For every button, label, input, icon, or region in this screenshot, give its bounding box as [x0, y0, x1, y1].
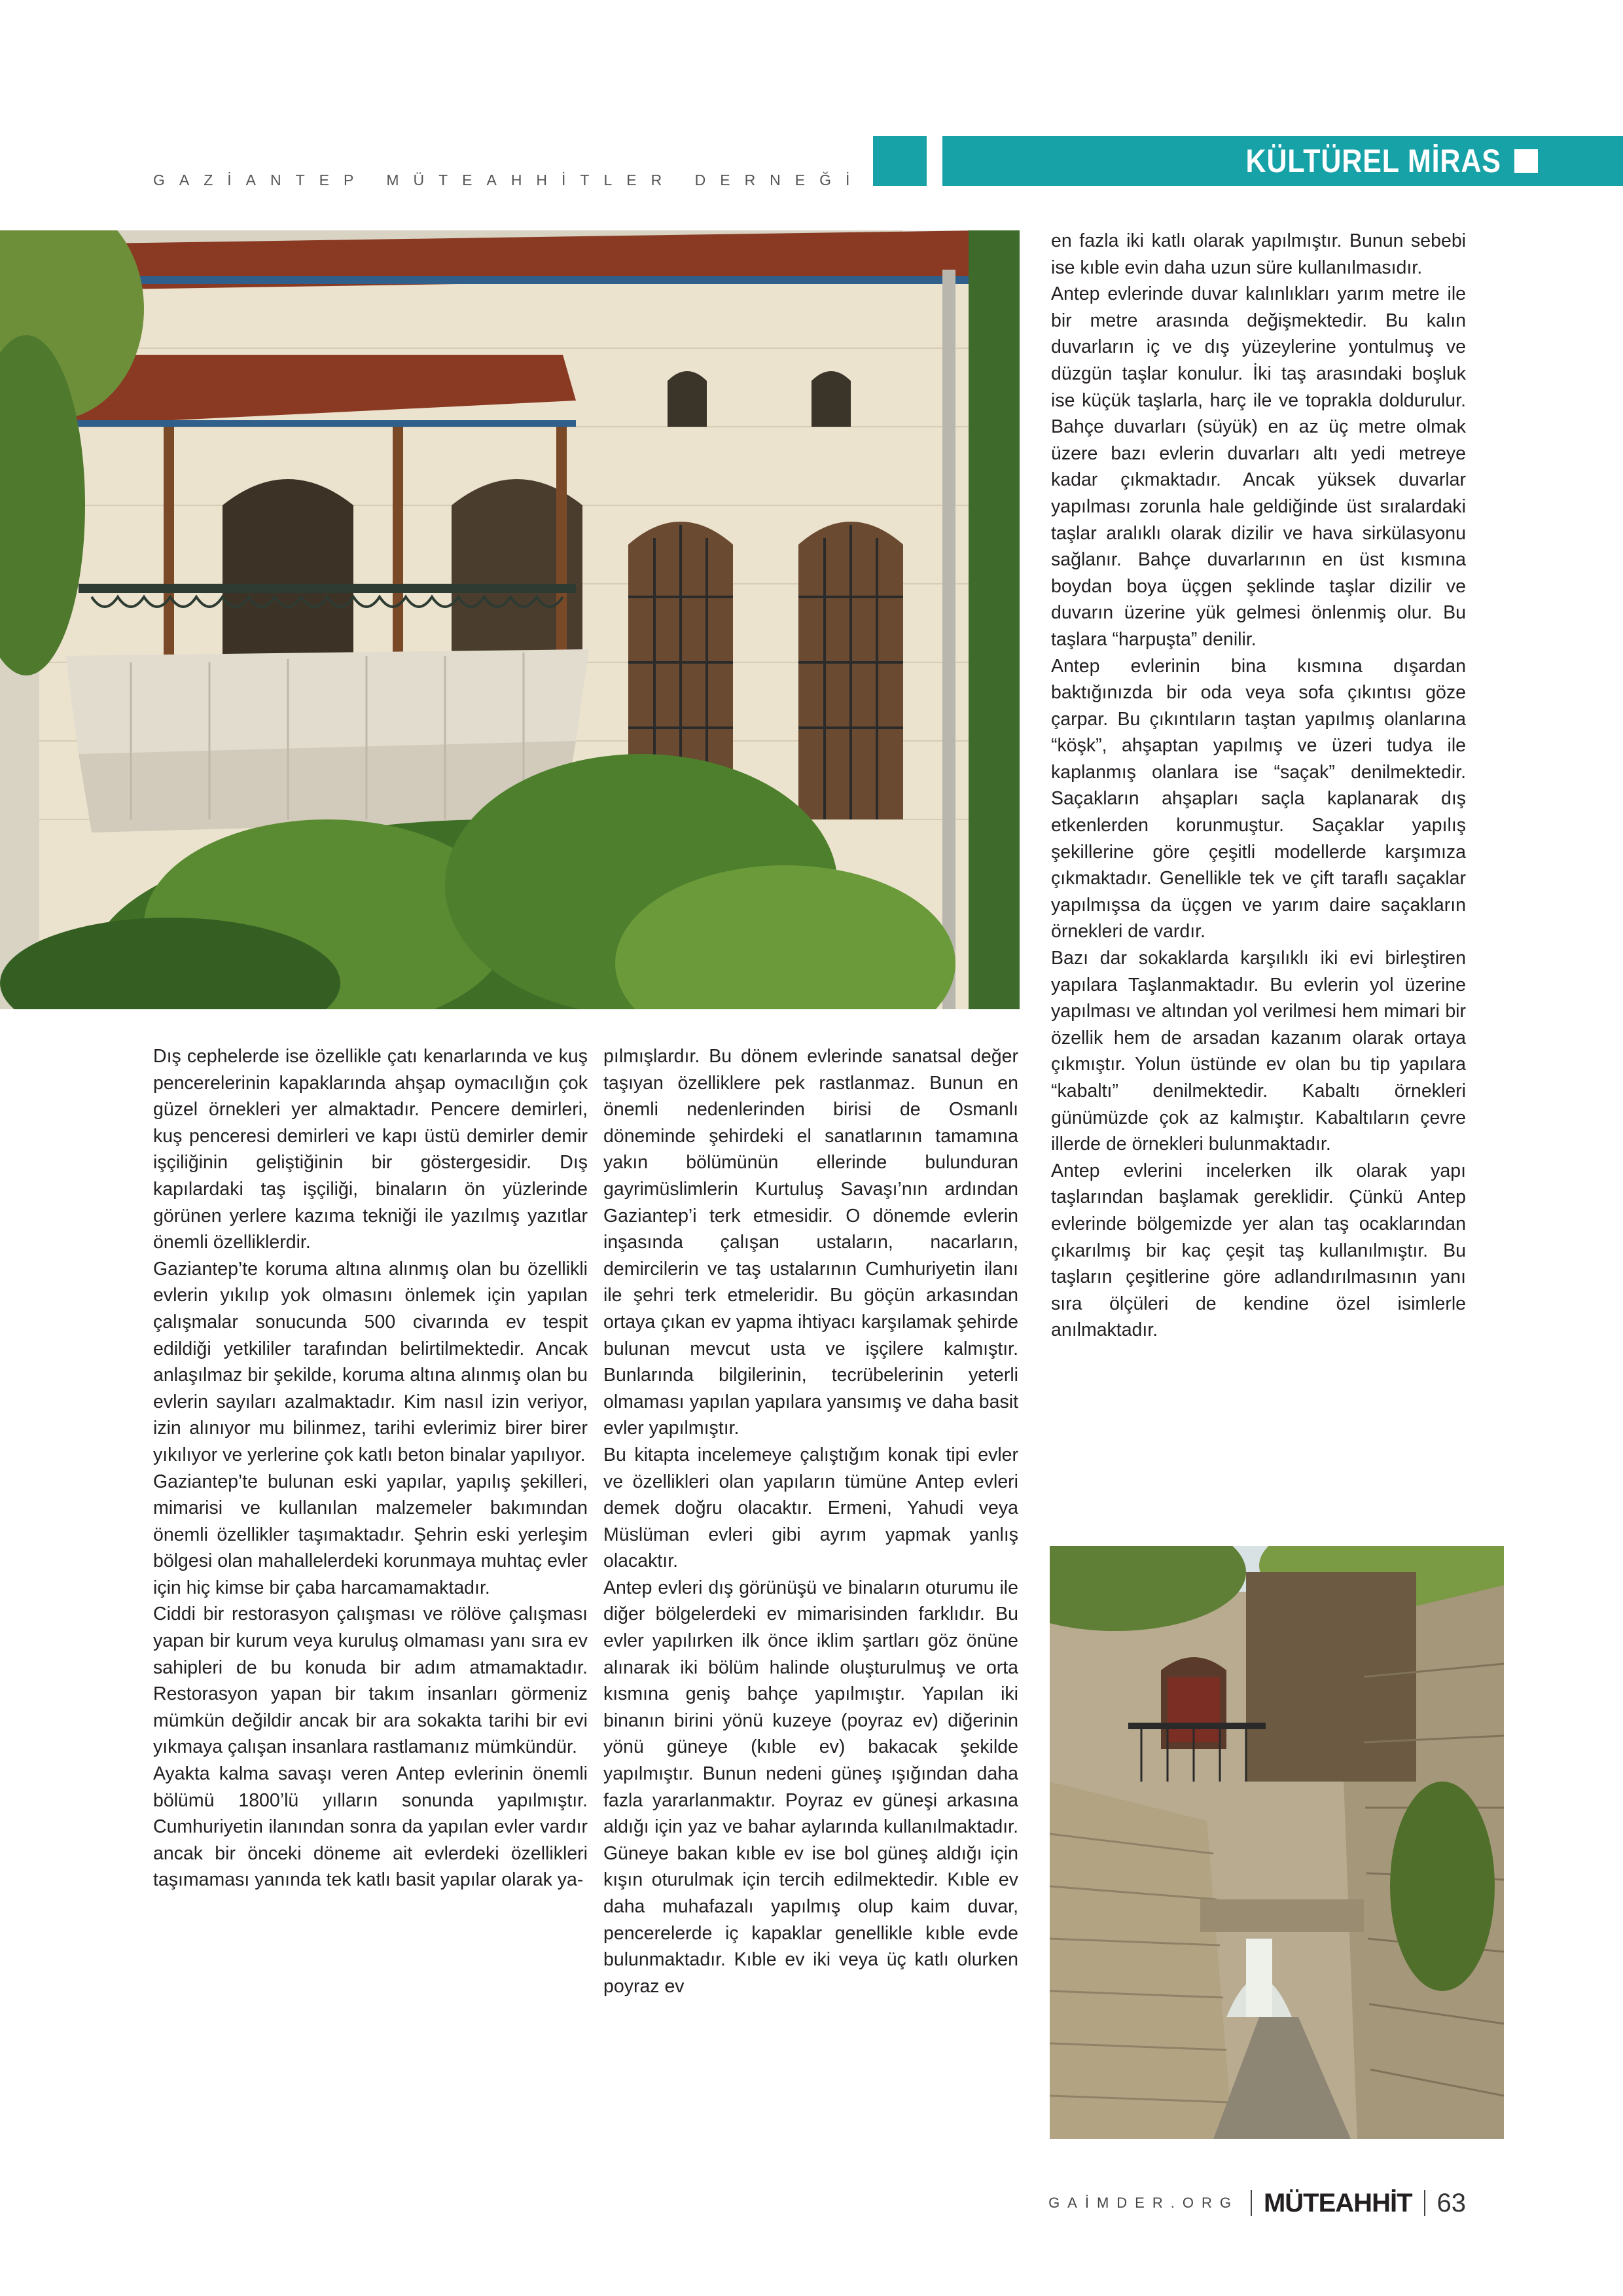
- paragraph: en fazla iki katlı olarak yapılmıştır. Bunun sebebi ise kıble evin daha uzun süre kullanılmasıdır.: [1051, 230, 1466, 278]
- footer-divider: [1251, 2190, 1252, 2216]
- paragraph: Dış cephelerde ise özellikle çatı kenarlarında ve kuş pencerelerinin kapaklarında ahşap oymacılığın çok güzel örnekleri yer almaktadır. Pencere demirleri, kuş penceresi demirleri ve kapı üstü demirler demir işçiliğinin geliştiğinin bir göstergesidir. Dış kapılardaki taş işçiliği, binaların ön yüzlerinde görünen yerlere kazıma tekniği ile yazılmış yazıtlar önemli özelliklerdir.: [153, 1046, 588, 1253]
- paragraph: Antep evleri dış görünüşü ve binaların oturumu ile diğer bölgelerdeki ev mimarisinden farklıdır. Bu evler yapılırken ilk önce iklim şartları göz önüne alınarak iki bölüm halinde oluşturulmuş ve orta kısmına geniş bahçe yapılmıştır. Yapılan iki binanın birini yönü kuzeye (poyraz ev) diğerinin yönü güneye (kıble ev) bakacak şekilde yapılmıştır. Bunun nedeni güneş ışığından daha fazla yararlanmaktır. Poyraz ev güneşi arkasına aldığı için yaz ve bahar aylarında kullanılmaktadır. Güneye bakan kıble ev ise bol güneş aldığı için kışın oturulmak için tercih edilmektedir. Kıble ev daha muhafazalı yapılmış olup kaim duvar, pencerelerde iç kapaklar genellikle kıble evde bulunmaktadır. Kıble ev iki veya üç katlı olurken poyraz ev: [603, 1577, 1018, 1997]
- section-title: KÜLTÜREL MİRAS: [1245, 143, 1501, 179]
- article-column-1: [153, 1043, 588, 1893]
- footer-brand: MÜTEAHHİT: [1263, 2188, 1412, 2217]
- page-footer: [942, 2186, 1466, 2220]
- paragraph: Bazı dar sokaklarda karşılıklı iki evi birleştiren yapılara Taşlanmaktadır. Bu evlerin yol üzerine yapılması ve altından yol verilmesi hem mimari bir özellik hem de arsadan kazanım olarak ortaya çıkmıştır. Yolun üstünde ev olan bu tip yapılara “kabaltı” denilmektedir. Kabaltı örnekleri günümüzde çok az kalmıştır. Kabaltıların çevre illerde de örnekleri bulunmaktadır.: [1051, 948, 1466, 1155]
- article-column-3: [1051, 228, 1466, 1344]
- page-number: 63: [1436, 2188, 1466, 2217]
- paragraph: Antep evlerinin bina kısmına dışardan baktığınızda bir oda veya sofa çıkıntısı göze çarpar. Bu çıkıntıların taştan yapılmış olanlarına “köşk”, ahşaptan yapılmış ve üzeri tudya ile kaplanmış olanlara ise “saçak” denilmektedir. Saçakların ahşapları saçla kaplanarak dış etkenlerden korunmuştur. Saçaklar yapılış şekillerine göre çeşitli modellerde karşımıza çıkmaktadır. Genellikle tek ve çift taraflı saçaklar yapılmışsa da üçgen ve yarım daire saçakların örnekleri de vardır.: [1051, 655, 1466, 942]
- paragraph: Ayakta kalma savaşı veren Antep evlerinin önemli bölümü 1800’lü yılların sonunda yapılmıştır. Cumhuriyetin ilanından sonra da yapılan evler vardır ancak bir önceki döneme ait evlerdeki özellikleri taşımaması yanında tek katlı basit yapılar olarak ya-: [153, 1763, 588, 1891]
- paragraph: Ciddi bir restorasyon çalışması ve rölöve çalışması yapan bir kurum veya kuruluş olmaması yanı sıra ev sahipleri de bu konuda bir adım atmamaktadır. Restorasyon yapan bir takım insanları görmeniz mümkün değildir ancak bir ara sokakta tarihi bir evi yıkmaya çalışan insanlara rastlamanız mümkündür.: [153, 1604, 588, 1758]
- header-accent-block: [873, 136, 927, 186]
- square-icon: [1514, 149, 1538, 173]
- footer-divider: [1424, 2190, 1425, 2216]
- paragraph: Antep evlerini incelerken ilk olarak yapı taşlarından başlamak gereklidir. Çünkü Antep evlerinde bölgemizde yer alan taş ocaklarından çıkarılmış bir kaç çeşit taş kullanılmıştır. Bu taşların çeşitlerine göre adlandırılmasının yanı sıra ölçüleri de kendine özel isimlerle anılmaktadır.: [1051, 1160, 1466, 1341]
- paragraph: pılmışlardır. Bu dönem evlerinde sanatsal değer taşıyan özelliklere pek rastlanmaz. Bunun en önemli nedenlerinden birisi de Osmanlı döneminde şehirdeki el sanatlarının tamamına yakın bölümünün ellerinde bulunduran gayrimüslimlerin Kurtuluş Savaşı’nın ardından Gaziantep’i terk etmesidir. O dönemde evlerin inşasında çalışan ustaların, nacarların, demircilerin ve taş ustalarının Cumhuriyetin ilanı ile şehri terk etmeleridir. Bu göçün arkasından ortaya çıkan ev yapma ihtiyacı karşılamak şehirde bulunan mevcut usta ve işçilere kalmıştır. Bunlarında bilgilerinin, tecrübelerinin yeterli olmaması yapılan yapılara yansımış ve daha basit evler yapılmıştır.: [603, 1046, 1018, 1439]
- paragraph: Gaziantep’te bulunan eski yapılar, yapılış şekilleri, mimarisi ve kullanılan malzemeler bakımından önemli özellikler taşımaktadır. Şehrin eski yerleşim bölgesi olan mahallelerdeki korunmaya muhtaç evler için hiç kimse bir çaba harcamamaktadır.: [153, 1471, 588, 1598]
- article-column-2: [603, 1043, 1018, 2000]
- organization-name: GAZİANTEP MÜTEAHHİTLER DERNEĞİ: [153, 171, 865, 188]
- photo-stone-alley: [1050, 1546, 1504, 2139]
- paragraph: Bu kitapta incelemeye çalıştığım konak tipi evler ve özellikleri olan yapıların tümüne Antep evleri demek doğru olacaktır. Ermeni, Yahudi veya Müslüman evleri gibi ayrım yapmak yanlış olacaktır.: [603, 1444, 1018, 1572]
- footer-website: GAİMDER.ORG: [1048, 2195, 1239, 2211]
- section-banner: [942, 136, 1623, 186]
- paragraph: Antep evlerinde duvar kalınlıkları yarım metre ile bir metre arasında değişmektedir. Bu kalın duvarların iç ve dış yüzeylerine yontulmuş ve düzgün taşlar konulur. İki taş arasındaki boşluk ise küçük taşlarla, harç ile ve toprakla doldurulur. Bahçe duvarları (süyük) en az üç metre olmak üzere bazı evlerin duvarları altı yedi metreye kadar çıkmaktadır. Ancak yüksek duvarlar yapılması zorunla hale geldiğinde üst sıralardaki taşlar aralıklı olarak dizilir ve hava sirkülasyonu sağlanır. Bahçe duvarlarının en üst kısmına boydan boya üçgen şeklinde taşlar dizilir ve duvarın üzerine yük gelmesi önlenmiş olur. Bu taşlara “harpuşta” denilir.: [1051, 283, 1466, 650]
- photo-house-facade: [0, 230, 1020, 1009]
- paragraph: Gaziantep’te koruma altına alınmış olan bu özellikli evlerin yıkılıp yok olmasını önlemek için yapılan çalışmalar sonucunda 500 civarında ev tespit edildiği yetkililer tarafından belirtilmektedir. Ancak anlaşılmaz bir şekilde, koruma altına alınmış olan bu evlerin sayıları azalmaktadır. Kim nasıl izin veriyor, izin alınıyor mu bilinmez, tarihi evlerimiz birer birer yıkılıyor ve yerlerine çok katlı beton binalar yapılıyor.: [153, 1258, 588, 1465]
